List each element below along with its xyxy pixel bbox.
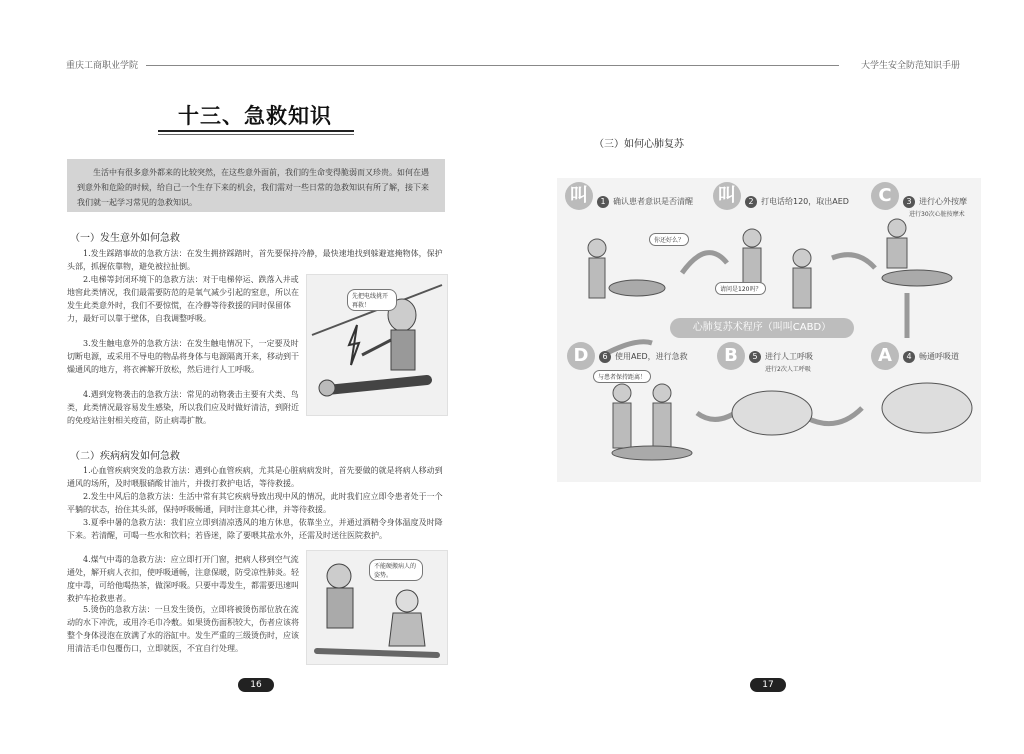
bubble-are-you-ok: 你还好么？ bbox=[649, 233, 689, 246]
step-2-number: 2 bbox=[745, 196, 757, 208]
paragraph-gas-poisoning: 4.煤气中毒的急救方法：应立即打开门窗，把病人移到空气流通处，解开病人衣扣，使呼吸通畅，注意保暖，防受凉性肺炎。轻度中毒，可给他喝热茶，做深呼吸。只要中毒发生，都需要迅速叫救护车抢救患者。 bbox=[67, 555, 299, 603]
chapter-title: 十三、急救知识 bbox=[178, 104, 332, 128]
step-5-number: 5 bbox=[749, 351, 761, 363]
step-4-letter: A bbox=[871, 342, 899, 370]
section-title-accidents: （一）发生意外如何急救 bbox=[70, 233, 180, 244]
speech-bubble-shock: 先把电线挑开再救！ bbox=[347, 289, 397, 311]
cpr-diagram bbox=[557, 178, 981, 482]
electric-shock-illustration bbox=[306, 274, 448, 416]
paragraph-stroke: 2.发生中风后的急救方法：生活中常有其它疾病导致出现中风的情况，此时我们应立即令患者处于一个平躺的状态，抬住其头部，保持呼吸畅通，同时注意其心律，并等待救援。 bbox=[67, 492, 443, 514]
speech-bubble-patient: 不能硬搬病人的姿势。 bbox=[369, 559, 423, 581]
step-6-label: 使用AED，进行急救 bbox=[615, 352, 688, 361]
step-3-letter: C bbox=[871, 182, 899, 210]
title-underline-thin bbox=[158, 134, 354, 135]
step-2-letter: 叫 bbox=[713, 182, 741, 210]
paragraph-heatstroke: 3.夏季中暑的急救方法：我们应立即到清凉透风的地方休息，依靠坐立，并通过酒精令身体温度及时降下来。若清醒，可喝一些水和饮料；若昏迷，除了要喂其盐水外，还需及时送往医院救护。 bbox=[67, 518, 443, 540]
section-title-cpr: （三）如何心肺复苏 bbox=[594, 139, 684, 150]
section-title-illness: （二）疾病病发如何急救 bbox=[70, 451, 180, 462]
step-4-label: 畅通呼吸道 bbox=[919, 352, 959, 361]
intro-box: 生活中有很多意外都来的比较突然，在这些意外面前，我们的生命变得脆弱而又珍贵。如何在遇到意外和危险的时候，给自己一个生存下来的机会，我们需对一些日常的急救知识有所了解，接下来我们就一起学习常见的急救知识。 bbox=[67, 159, 445, 212]
step-3-number: 3 bbox=[903, 196, 915, 208]
header-right-text: 大学生安全防范知识手册 bbox=[860, 61, 960, 71]
step-5-label: 进行人工呼吸 bbox=[765, 352, 813, 361]
paragraph-cardiovascular: 1.心血管疾病突发的急救方法：遇到心血管疾病，尤其是心脏病病发时，首先要做的就是将病人移动到通风的场所，及时喂服硝酸甘油片，并拨打救护电话，等待救援。 bbox=[67, 466, 443, 488]
header-left-text: 重庆工商职业学院 bbox=[66, 61, 139, 71]
step-5-letter: B bbox=[717, 342, 745, 370]
step-5-sublabel: 进行2次人工呼吸 bbox=[765, 366, 811, 373]
paragraph-animal-attack: 4.遇到宠物袭击的急救方法：常见的动物袭击主要有犬类、鸟类，此类情况最容易发生感染，所以我们应及时做好清洁，到附近的免疫站注射相关疫苗，防止病毒扩散。 bbox=[67, 390, 299, 425]
step-1-number: 1 bbox=[597, 196, 609, 208]
paragraph-stampede: 1.发生踩踏事故的急救方法：在发生拥挤踩踏时，首先要保持冷静，最快速地找到躲避遮掩物体，保护头部，抓握依靠物，避免被拉扯倒。 bbox=[67, 249, 443, 271]
patient-care-illustration bbox=[306, 550, 448, 665]
step-1-label: 确认患者意识是否清醒 bbox=[613, 197, 693, 206]
paragraph-elevator: 2.电梯等封闭环境下的急救方法：对于电梯停运、跌落入井或地窖此类情况，我们最需要防范的是氧气减少引起的窒息，所以在发生此类意外时，我们不要惊慌，在冷静等待救援的同时保留体力，最好可以靠于壁体，自我调整呼吸。 bbox=[67, 275, 299, 323]
paragraph-burns: 5.烫伤的急救方法：一旦发生烫伤，立即将被烫伤部位放在流动的水下冲洗，或用冷毛巾冷敷。如果烫伤面积较大，伤者应该将整个身体浸泡在放满了水的浴缸中。发生严重的三级烫伤时，应该用清洁毛巾包覆伤口，立即就医，不宜自行处理。 bbox=[67, 605, 299, 653]
bubble-is-this-120: 请问是120吗？ bbox=[715, 282, 766, 295]
paragraph-electric-shock: 3.发生触电意外的急救方法：在发生触电情况下，一定要及时切断电源，或采用不导电的物品将身体与电源隔离开来，移动到干燥通风的地方，将衣裤解开放松，然后进行人工呼吸。 bbox=[67, 339, 299, 374]
bubble-keep-distance: 与患者保持距离！ bbox=[593, 370, 651, 383]
page-number-right: 17 bbox=[750, 678, 786, 692]
cpr-banner: 心肺复苏术程序（叫叫CABD） bbox=[670, 318, 854, 338]
step-3-label: 进行心外按摩 bbox=[919, 197, 967, 206]
header-rule-left bbox=[146, 65, 839, 66]
step-2-label: 打电话给120，取出AED bbox=[761, 197, 849, 206]
step-3-sublabel: 进行30次心脏按摩术 bbox=[909, 211, 965, 218]
page-number-left: 16 bbox=[238, 678, 274, 692]
step-4-number: 4 bbox=[903, 351, 915, 363]
title-underline bbox=[158, 130, 354, 132]
step-1-letter: 叫 bbox=[565, 182, 593, 210]
step-6-letter: D bbox=[567, 342, 595, 370]
step-6-number: 6 bbox=[599, 351, 611, 363]
